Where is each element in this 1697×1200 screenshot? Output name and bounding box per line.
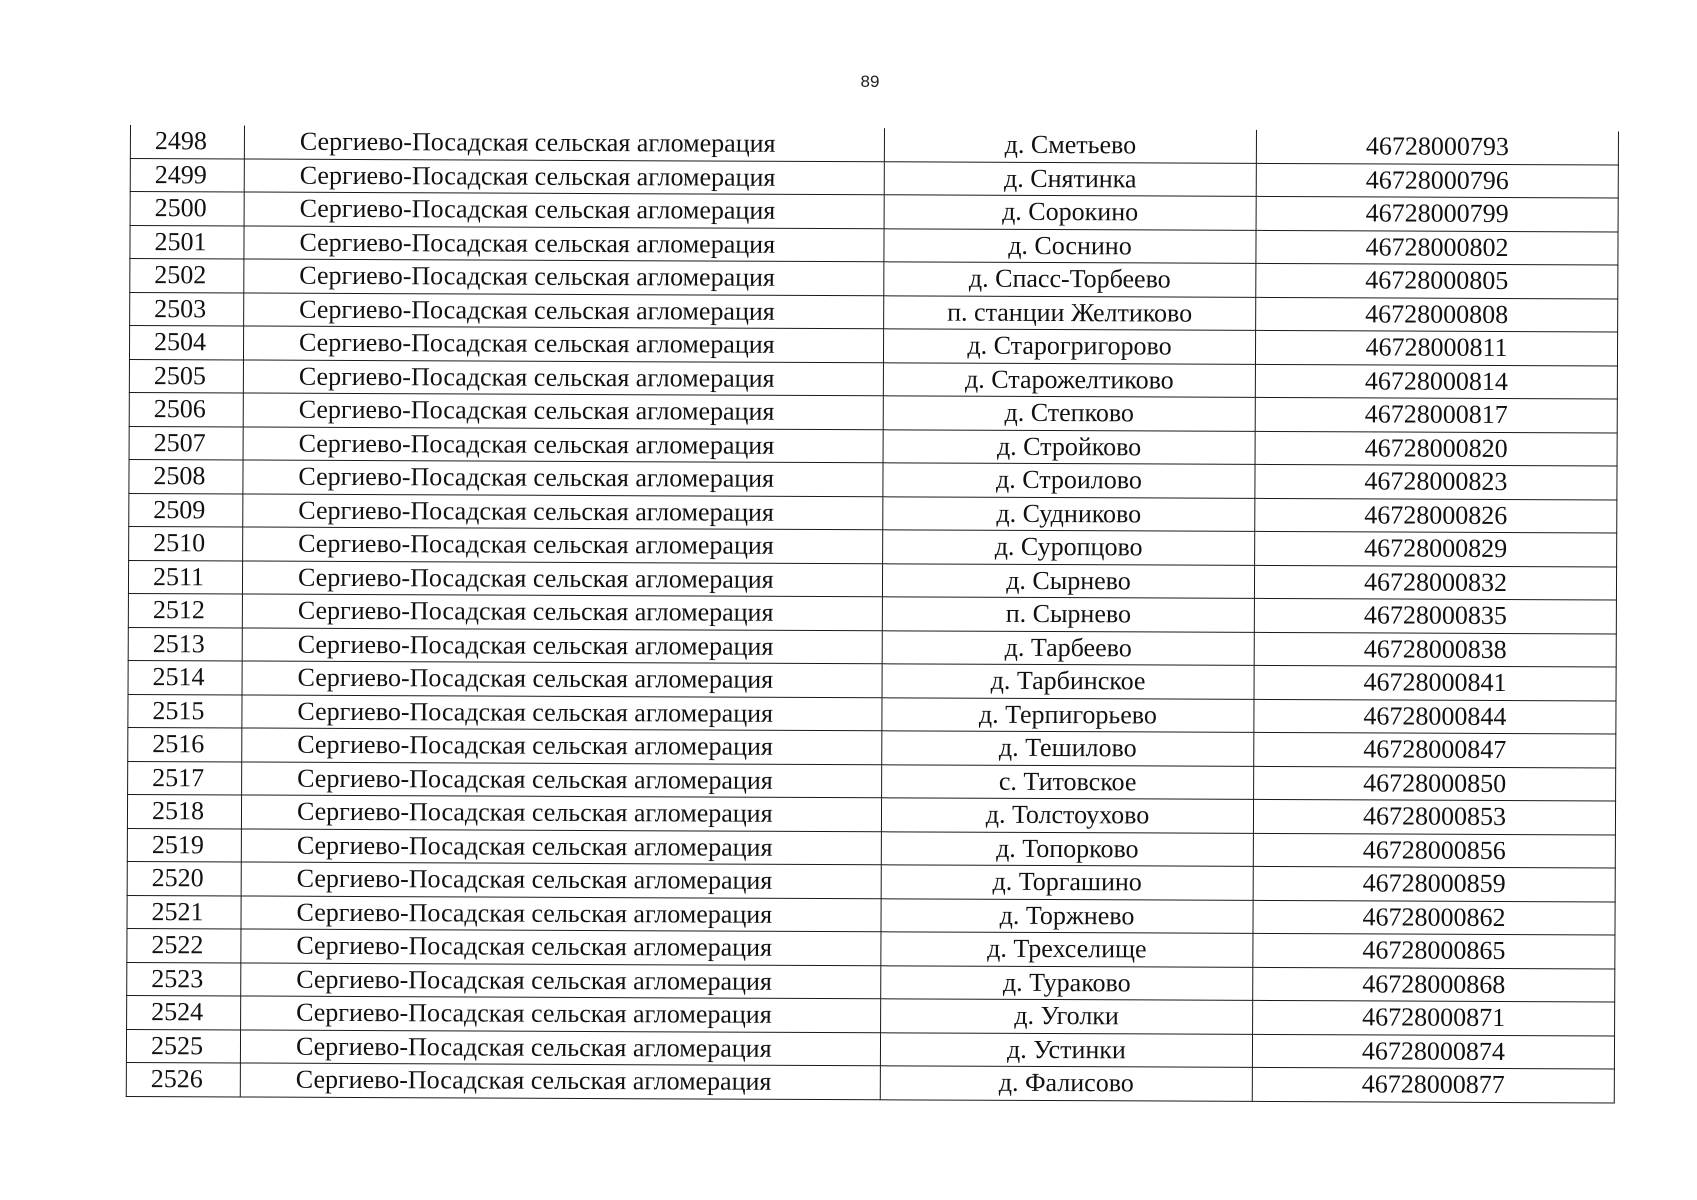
table-container	[126, 125, 1618, 1103]
row-number-cell: 2500	[130, 192, 244, 226]
agglomeration-cell: Сергиево-Посадская сельская агломерация	[241, 862, 881, 898]
oktmo-code-cell: 46728000850	[1254, 766, 1616, 801]
oktmo-code-cell: 46728000820	[1255, 431, 1617, 466]
agglomeration-cell: Сергиево-Посадская сельская агломерация	[242, 694, 882, 730]
locality-cell: п. станции Желтиково	[884, 295, 1256, 330]
locality-cell: д. Топорково	[881, 831, 1253, 866]
locality-cell: д. Сметьево	[884, 128, 1256, 163]
locality-cell: д. Строилово	[883, 463, 1255, 498]
agglomeration-cell: Сергиево-Посадская сельская агломерация	[242, 728, 882, 764]
oktmo-code-cell: 46728000838	[1254, 632, 1616, 667]
agglomeration-cell: Сергиево-Посадская сельская агломерация	[243, 359, 883, 395]
oktmo-code-cell: 46728000814	[1255, 364, 1617, 399]
row-number-cell: 2505	[129, 359, 243, 393]
row-number-cell: 2510	[129, 526, 243, 560]
agglomeration-cell: Сергиево-Посадская сельская агломерация	[244, 125, 884, 161]
agglomeration-cell: Сергиево-Посадская сельская агломерация	[244, 292, 884, 328]
agglomeration-cell: Сергиево-Посадская сельская агломерация	[241, 828, 881, 864]
oktmo-code-cell: 46728000847	[1254, 732, 1616, 767]
oktmo-code-cell: 46728000793	[1256, 130, 1618, 165]
oktmo-code-cell: 46728000802	[1256, 230, 1618, 265]
agglomeration-cell: Сергиево-Посадская сельская агломерация	[242, 761, 882, 797]
locality-cell: д. Спасс-Торбеево	[884, 262, 1256, 297]
oktmo-code-cell: 46728000856	[1253, 833, 1615, 868]
agglomeration-cell: Сергиево-Посадская сельская агломерация	[243, 393, 883, 429]
agglomeration-cell: Сергиево-Посадская сельская агломерация	[244, 158, 884, 194]
oktmo-code-cell: 46728000799	[1256, 196, 1618, 231]
agglomeration-cell: Сергиево-Посадская сельская агломерация	[241, 929, 881, 965]
locality-cell: д. Уголки	[881, 999, 1253, 1034]
oktmo-code-cell: 46728000865	[1253, 933, 1615, 968]
row-number-cell: 2519	[127, 828, 241, 862]
agglomeration-cell: Сергиево-Посадская сельская агломерация	[242, 661, 882, 697]
locality-cell: д. Сорокино	[884, 195, 1256, 230]
locality-cell: д. Тарбинское	[882, 664, 1254, 699]
locality-cell: д. Стройково	[883, 429, 1255, 464]
agglomeration-cell: Сергиево-Посадская сельская агломерация	[241, 962, 881, 998]
oktmo-code-cell: 46728000844	[1254, 699, 1616, 734]
oktmo-code-cell: 46728000823	[1255, 464, 1617, 499]
agglomeration-cell: Сергиево-Посадская сельская агломерация	[243, 460, 883, 496]
row-number-cell: 2522	[127, 928, 241, 962]
locality-cell: д. Трехселище	[881, 932, 1253, 967]
oktmo-code-cell: 46728000811	[1255, 330, 1617, 365]
locality-cell: д. Тешилово	[882, 731, 1254, 766]
agglomeration-cell: Сергиево-Посадская сельская агломерация	[242, 560, 882, 596]
oktmo-code-cell: 46728000859	[1253, 866, 1615, 901]
row-number-cell: 2517	[128, 761, 242, 795]
locality-cell: д. Снятинка	[884, 161, 1256, 196]
row-number-cell: 2521	[127, 895, 241, 929]
row-number-cell: 2518	[127, 794, 241, 828]
agglomeration-cell: Сергиево-Посадская сельская агломерация	[242, 594, 882, 630]
oktmo-code-cell: 46728000805	[1256, 263, 1618, 298]
row-number-cell: 2525	[126, 1029, 240, 1063]
agglomeration-cell: Сергиево-Посадская сельская агломерация	[244, 192, 884, 228]
oktmo-code-cell: 46728000853	[1253, 799, 1615, 834]
row-number-cell: 2498	[130, 125, 244, 158]
table-row	[126, 1062, 1614, 1102]
row-number-cell: 2508	[129, 459, 243, 493]
oktmo-code-cell: 46728000796	[1256, 163, 1618, 198]
locality-cell: д. Тураково	[881, 965, 1253, 1000]
table-body	[126, 125, 1618, 1102]
locality-cell: д. Терпигорьево	[882, 697, 1254, 732]
locality-cell: д. Судниково	[883, 496, 1255, 531]
agglomeration-cell: Сергиево-Посадская сельская агломерация	[243, 326, 883, 362]
locality-cell: п. Сырнево	[882, 597, 1254, 632]
row-number-cell: 2503	[130, 292, 244, 326]
locality-cell: д. Старожелтиково	[883, 362, 1255, 397]
agglomeration-cell: Сергиево-Посадская сельская агломерация	[240, 1029, 880, 1065]
row-number-cell: 2526	[126, 1062, 240, 1096]
oktmo-code-cell: 46728000874	[1252, 1034, 1614, 1069]
row-number-cell: 2512	[128, 593, 242, 627]
row-number-cell: 2516	[128, 727, 242, 761]
row-number-cell: 2523	[127, 962, 241, 996]
agglomeration-cell: Сергиево-Посадская сельская агломерация	[240, 1063, 880, 1099]
oktmo-code-cell: 46728000832	[1254, 565, 1616, 600]
row-number-cell: 2502	[130, 259, 244, 293]
agglomeration-cell: Сергиево-Посадская сельская агломерация	[244, 225, 884, 261]
row-number-cell: 2506	[129, 392, 243, 426]
row-number-cell: 2515	[128, 694, 242, 728]
agglomeration-cell: Сергиево-Посадская сельская агломерация	[243, 426, 883, 462]
row-number-cell: 2514	[128, 660, 242, 694]
row-number-cell: 2520	[127, 861, 241, 895]
page-number: 89	[860, 72, 880, 91]
locality-table	[126, 125, 1619, 1103]
row-number-cell: 2509	[129, 493, 243, 527]
row-number-cell: 2511	[128, 560, 242, 594]
oktmo-code-cell: 46728000841	[1254, 665, 1616, 700]
agglomeration-cell: Сергиево-Посадская сельская агломерация	[244, 259, 884, 295]
agglomeration-cell: Сергиево-Посадская сельская агломерация	[241, 996, 881, 1032]
oktmo-code-cell: 46728000835	[1254, 598, 1616, 633]
row-number-cell: 2524	[127, 995, 241, 1029]
locality-cell: с. Титовское	[882, 764, 1254, 799]
locality-cell: д. Торжнево	[881, 898, 1253, 933]
row-number-cell: 2513	[128, 627, 242, 661]
oktmo-code-cell: 46728000871	[1253, 1000, 1615, 1035]
agglomeration-cell: Сергиево-Посадская сельская агломерация	[243, 527, 883, 563]
locality-cell: д. Соснино	[884, 228, 1256, 263]
oktmo-code-cell: 46728000808	[1256, 297, 1618, 332]
locality-cell: д. Степково	[883, 396, 1255, 431]
locality-cell: д. Суропцово	[883, 530, 1255, 565]
row-number-cell: 2507	[129, 426, 243, 460]
row-number-cell: 2504	[129, 326, 243, 360]
locality-cell: д. Сырнево	[882, 563, 1254, 598]
row-number-cell: 2499	[130, 158, 244, 192]
locality-cell: д. Толстоухово	[881, 798, 1253, 833]
locality-cell: д. Фалисово	[880, 1066, 1252, 1101]
agglomeration-cell: Сергиево-Посадская сельская агломерация	[243, 493, 883, 529]
locality-cell: д. Старогригорово	[883, 329, 1255, 364]
row-number-cell: 2501	[130, 225, 244, 259]
locality-cell: д. Торгашино	[881, 865, 1253, 900]
agglomeration-cell: Сергиево-Посадская сельская агломерация	[241, 895, 881, 931]
oktmo-code-cell: 46728000826	[1255, 498, 1617, 533]
oktmo-code-cell: 46728000817	[1255, 397, 1617, 432]
oktmo-code-cell: 46728000829	[1255, 531, 1617, 566]
oktmo-code-cell: 46728000868	[1253, 967, 1615, 1002]
locality-cell: д. Тарбеево	[882, 630, 1254, 665]
locality-cell: д. Устинки	[880, 1032, 1252, 1067]
oktmo-code-cell: 46728000862	[1253, 900, 1615, 935]
agglomeration-cell: Сергиево-Посадская сельская агломерация	[241, 795, 881, 831]
agglomeration-cell: Сергиево-Посадская сельская агломерация	[242, 627, 882, 663]
oktmo-code-cell: 46728000877	[1252, 1067, 1614, 1102]
